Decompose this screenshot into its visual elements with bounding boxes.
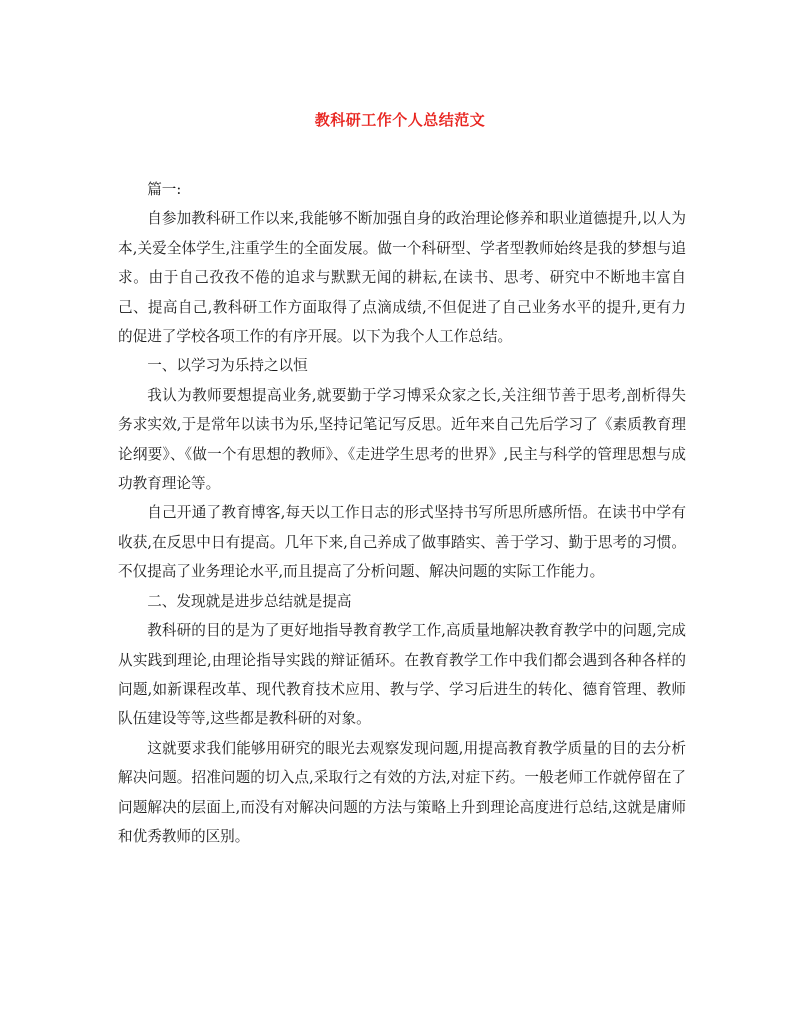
paragraph-research: 这就要求我们能够用研究的眼光去观察发现问题,用提高教育教学质量的目的去分析解决问题。招准问题的切入点,采取行之有效的方法,对症下药。一般老师工作就停留在了问题解决的层面上,而没有对解决问题的方法与策略上升到理论高度进行总结,这就是庸师和优秀教师的区别。: [118, 739, 686, 845]
document-body: [118, 175, 686, 851]
document-title: 教科研工作个人总结范文: [314, 111, 486, 129]
paragraph-purpose: 教科研的目的是为了更好地指导教育教学工作,高质量地解决教育教学中的问题,完成从实践到理论,由理论指导实践的辩证循环。在教育教学工作中我们都会遇到各种各样的问题,如新课程改革、现代教育技术应用、教与学、学习后进生的转化、德育管理、教师队伍建设等等,这些都是教科研的对象。: [118, 622, 686, 728]
paragraph-intro: 自参加教科研工作以来,我能够不断加强自身的政治理论修养和职业道德提升,以人为本,关爱全体学生,注重学生的全面发展。做一个科研型、学者型教师始终是我的梦想与追求。由于自己孜孜不倦的追求与默默无闻的耕耘,在读书、思考、研究中不断地丰富自己、提高自己,教科研工作方面取得了点滴成绩,不但促进了自己业务水平的提升,更有力的促进了学校各项工作的有序开展。以下为我个人工作总结。: [118, 210, 686, 346]
paragraph-study: 我认为教师要想提高业务,就要勤于学习博采众家之长,关注细节善于思考,剖析得失务求实效,于是常年以读书为乐,坚持记笔记写反思。近年来自己先后学习了《素质教育理论纲要》、《做一个有思想的教师》、《走进学生思考的世界》,民主与科学的管理思想与成功教育理论等。: [118, 386, 686, 493]
paragraph-blog: 自己开通了教育博客,每天以工作日志的形式坚持书写所思所感所悟。在读书中学有收获,在反思中日有提高。几年下来,自己养成了做事踏实、善于学习、勤于思考的习惯。不仅提高了业务理论水平,而且提高了分析问题、解决问题的实际工作能力。: [118, 504, 686, 581]
heading-section-two: 二、发现就是进步总结就是提高: [147, 592, 352, 610]
heading-section-one: 一、以学习为乐持之以恒: [147, 357, 308, 375]
paragraph-section-label: 篇一:: [147, 181, 182, 198]
